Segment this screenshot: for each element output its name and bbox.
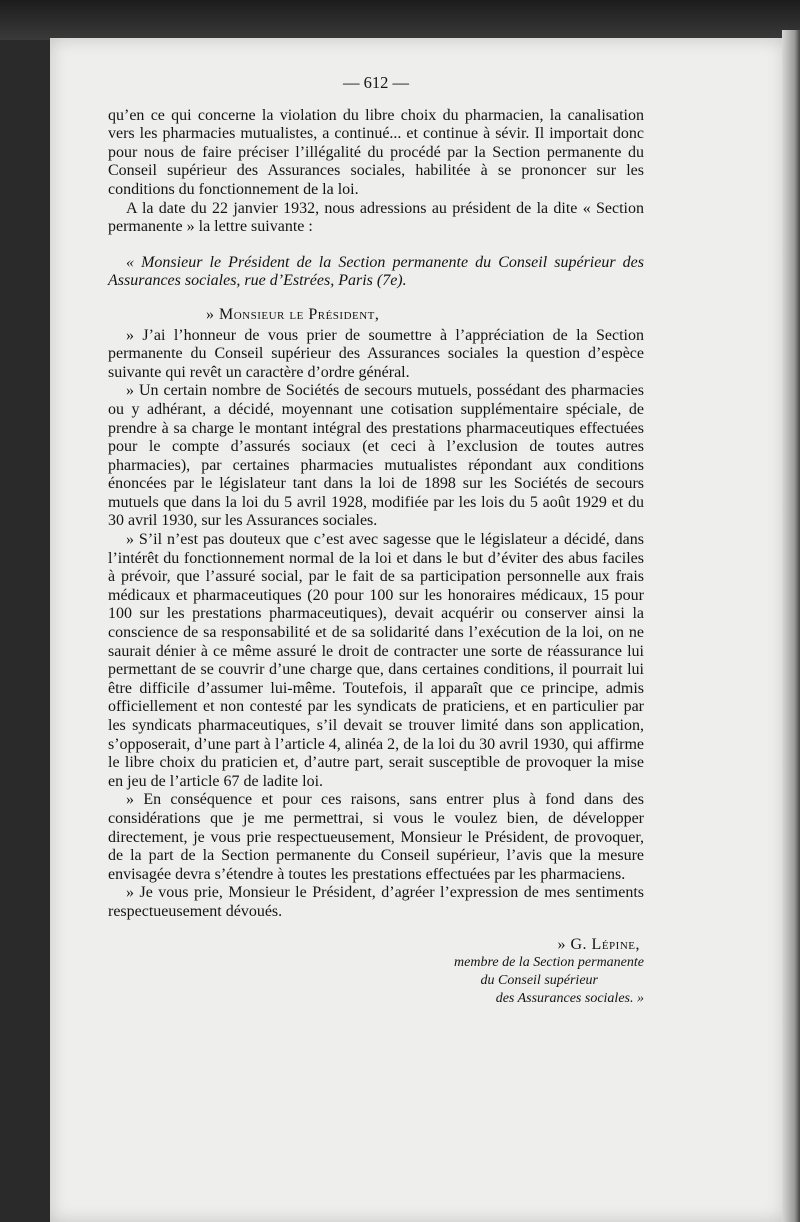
letter-signature — [108, 936, 644, 1009]
page-edge-shadow — [782, 30, 800, 1222]
page-text — [108, 74, 644, 1008]
scan-background — [0, 0, 800, 40]
signature-title-line-2: du Conseil supérieur — [480, 973, 598, 989]
signature-name: » G. Lépine, — [557, 935, 640, 953]
letter-salutation: » Monsieur le Président, — [206, 305, 380, 323]
paragraph-7: » Je vous prie, Monsieur le Président, d’agréer l’expression de mes sentiments respectueusement dévoués. — [108, 884, 644, 920]
letter-address: « Monsieur le Président de la Section permanente du Conseil supérieur des Assurances sociales, rue d’Estrées, Paris (7e). — [108, 253, 644, 290]
paragraph-5: » S’il n’est pas douteux que c’est avec sagesse que le législateur a décidé, dans l’intérêt du fonctionnement normal de la loi et dans le but d’éviter des abus faciles à prévoir, que l’assuré social, par le fait de sa participation personnelle aux frais médicaux et pharmaceutiques (20 pour 100 sur les honoraires médicaux, 15 pour 100 sur les prestations pharmaceutiques), devait acquérir ou conserver ainsi la conscience de sa responsabilité et de sa solidarité dans l’exécution de la loi, on ne saurait dénier à ce même assuré le droit de contracter une sorte de réassurance lui permettant de se couvrir d’une charge que, dans certaines conditions, il pourrait lui être difficile d’assumer lui-même. Toutefois, il apparaît que ce principe, admis officiellement et non contesté par les syndicats de praticiens, et en particulier par les syndicats pharmaceutiques, s’il devait se trouver limité dans son application, s’opposerait, d’une part à l’article 4, alinéa 2, de la loi du 30 avril 1930, qui affirme le libre choix du praticien et, d’autre part, serait susceptible de provoquer la mise en jeu de l’article 67 de ladite loi. — [108, 531, 644, 790]
signature-title-line-3: des Assurances sociales. » — [495, 991, 644, 1007]
paragraph-6: » En conséquence et pour ces raisons, sans entrer plus à fond dans des considérations que je me permettrai, si vous le voulez bien, de développer directement, je vous prie respectueusement, Monsieur le Président, de provoquer, de la part de la Section permanente du Conseil supérieur, l’avis que la mesure envisagée devra s’étendre à toutes les prestations effectuées par les pharmaciens. — [108, 791, 644, 883]
signature-title-line-1: membre de la Section permanente — [454, 955, 644, 971]
page-number: — 612 — — [343, 73, 409, 92]
paragraph-3: » J’ai l’honneur de vous prier de soumettre à l’appréciation de la Section permanente du Conseil supérieur des Assurances sociales la question d’espèce suivante qui revêt un caractère d’ordre général. — [108, 326, 644, 381]
paragraph-2: A la date du 22 janvier 1932, nous adressions au président de la dite « Section permanente » la lettre suivante : — [108, 199, 644, 236]
paragraph-1: qu’en ce qui concerne la violation du libre choix du pharmacien, la canalisation vers les pharmacies mutualistes, a continué... et continue à sévir. Il importait donc pour nous de faire préciser l’illégalité du procédé par la Section permanente du Conseil supérieur des Assurances sociales, habilitée à se prononcer sur les conditions du fonctionnement de la loi. — [108, 106, 644, 198]
paragraph-4: » Un certain nombre de Sociétés de secours mutuels, possédant des pharmacies ou y adhérant, a décidé, moyennant une cotisation supplémentaire spéciale, de prendre à sa charge le montant intégral des prestations pharmaceutiques effectuées pour le compte d’assurés sociaux (et ceci à l’exclusion de toutes autres pharmacies), par certaines pharmacies mutualistes répondant aux conditions énoncées par le législateur tant dans la loi de 1898 sur les Sociétés de secours mutuels que dans la loi du 5 avril 1928, modifiée par les lois du 5 août 1929 et du 30 avril 1930, sur les Assurances sociales. — [108, 382, 644, 530]
